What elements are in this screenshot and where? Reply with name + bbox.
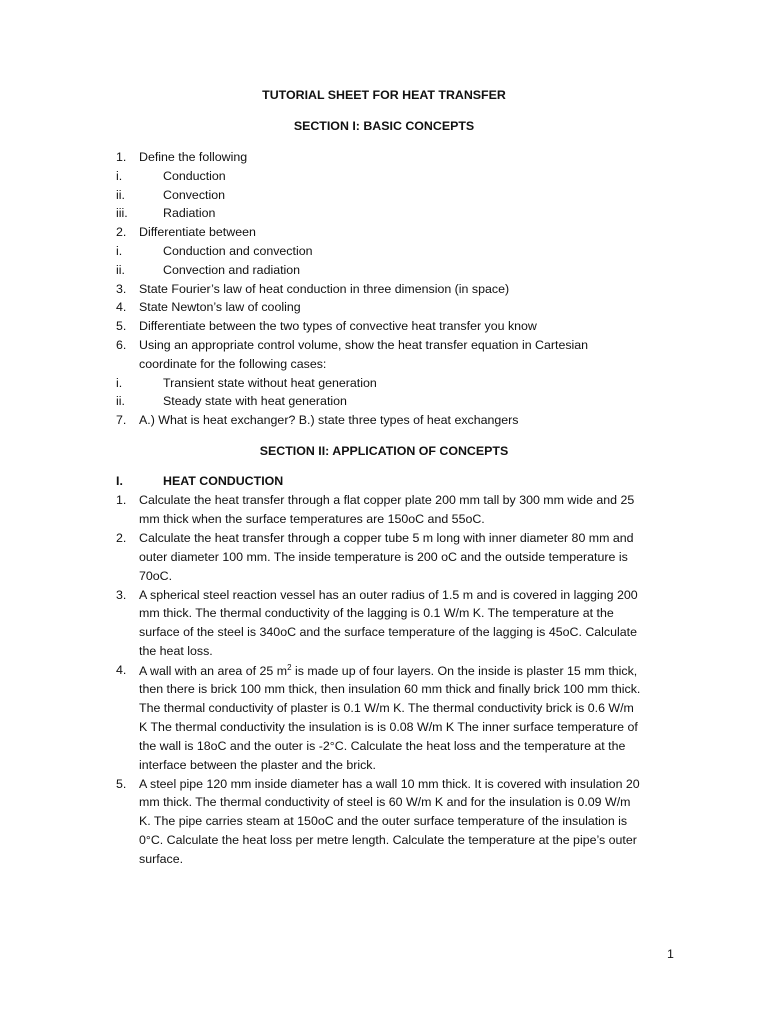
document-title: TUTORIAL SHEET FOR HEAT TRANSFER	[262, 88, 506, 102]
item-text-part: the wall is 18oC and the outer is -2°C. Calculate the heat loss and the temperature at the	[139, 738, 626, 753]
item-number: ii.	[116, 187, 125, 202]
item-text-part: Steady state with heat generation	[163, 394, 347, 409]
item-text-part: outer diameter 100 mm. The inside temperature is 200 oC and the outside temperature is	[139, 549, 628, 564]
item-text-part: mm thick when the surface temperatures are 150oC and 55oC.	[139, 511, 485, 526]
list-item	[0, 357, 768, 376]
item-text	[139, 357, 326, 371]
list-item	[0, 569, 768, 588]
item-text-part: Convection	[163, 187, 225, 202]
item-number: 6.	[116, 338, 127, 352]
list-item	[0, 512, 768, 531]
item-text	[139, 150, 247, 164]
item-number: 2.	[116, 225, 127, 240]
list-item	[0, 644, 768, 663]
item-text-part: coordinate for the following cases:	[139, 356, 327, 371]
item-number: 4.	[116, 300, 127, 315]
item-text-part: then there is brick 100 mm thick, then insulation 60 mm thick and finally brick 100 mm thick.	[139, 682, 641, 696]
item-number: 7.	[116, 413, 127, 428]
item-text	[139, 282, 509, 296]
item-text	[163, 244, 312, 258]
item-text-part: surface of the steel is 340oC and the surface temperature of the lagging is 45oC. Calculate	[139, 625, 637, 640]
item-text-part: K The thermal conductivity the insulation is is 0.08 W/m K The inner surface temperature of	[139, 719, 638, 734]
item-text	[163, 263, 300, 277]
item-number: 1.	[116, 493, 127, 507]
item-number: 2.	[116, 530, 127, 545]
item-text-part: Convection and radiation	[163, 262, 301, 277]
item-text	[163, 376, 377, 390]
item-text	[139, 758, 376, 772]
list-item	[0, 376, 768, 395]
heat-conduction-heading	[0, 474, 768, 493]
item-text	[139, 852, 183, 866]
list-item	[0, 282, 768, 301]
item-text	[163, 206, 215, 220]
list-item	[0, 720, 768, 739]
list-item	[0, 606, 768, 625]
item-text-part: Calculate the heat transfer through a flat copper plate 200 mm tall by 300 mm wide and 25	[139, 493, 635, 507]
item-text-part: Calculate the heat transfer through a copper tube 5 m long with inner diameter 80 mm and	[139, 530, 634, 545]
item-text	[139, 606, 614, 620]
item-text	[139, 682, 640, 696]
item-text	[163, 169, 226, 183]
list-item	[0, 833, 768, 852]
item-number: iii.	[116, 206, 128, 221]
superscript: 2	[287, 663, 292, 673]
item-text	[139, 720, 638, 734]
item-text	[139, 777, 640, 791]
item-number: i.	[116, 168, 123, 183]
item-number: 1.	[116, 150, 127, 164]
list-item	[0, 188, 768, 207]
item-text	[139, 550, 628, 564]
page-number: 1	[667, 947, 674, 961]
item-text-part: Define the following	[139, 150, 248, 164]
item-text-part: A.) What is heat exchanger? B.) state three types of heat exchangers	[139, 413, 519, 428]
list-item	[0, 300, 768, 319]
list-item	[0, 739, 768, 758]
list-item	[0, 413, 768, 432]
list-item	[0, 493, 768, 512]
list-item	[0, 225, 768, 244]
item-text	[163, 188, 225, 202]
heading-text: HEAT CONDUCTION	[163, 474, 284, 488]
item-text-part: Differentiate between the two types of convective heat transfer you know	[139, 319, 537, 334]
list-item	[0, 263, 768, 282]
item-text	[139, 319, 537, 333]
item-text	[139, 739, 625, 753]
item-number: 5.	[116, 776, 127, 791]
item-text	[139, 531, 634, 545]
list-item	[0, 625, 768, 644]
list-item	[0, 852, 768, 871]
list-item	[0, 550, 768, 569]
list-item	[0, 531, 768, 550]
item-number: ii.	[116, 394, 125, 409]
item-number: 5.	[116, 319, 127, 334]
item-text-part: Using an appropriate control volume, show the heat transfer equation in Cartesian	[139, 338, 589, 352]
item-text	[139, 300, 301, 314]
item-text-part: A spherical steel reaction vessel has an outer radius of 1.5 m and is covered in lagging 200	[139, 587, 638, 602]
item-text-part: Transient state without heat generation	[163, 375, 377, 390]
item-number: i.	[116, 375, 123, 390]
list-item	[0, 795, 768, 814]
item-text	[139, 795, 630, 809]
item-number: 3.	[116, 281, 127, 296]
item-text-part: interface between the plaster and the brick.	[139, 757, 376, 772]
item-text	[139, 644, 213, 658]
item-text	[139, 569, 172, 583]
item-text-part: Radiation	[163, 206, 216, 221]
list-item	[0, 682, 768, 701]
list-item	[0, 206, 768, 225]
item-text	[139, 833, 637, 847]
item-text-part: surface.	[139, 852, 184, 867]
list-item	[0, 701, 768, 720]
list-item	[0, 338, 768, 357]
list-item	[0, 814, 768, 833]
item-text	[139, 814, 627, 828]
section-2-title: SECTION II: APPLICATION OF CONCEPTS	[259, 444, 509, 458]
item-text	[139, 413, 519, 427]
item-text-part: K. The pipe carries steam at 150oC and the outer surface temperature of the insulation is	[139, 814, 628, 829]
list-item	[0, 588, 768, 607]
list-item	[0, 244, 768, 263]
item-text-part: mm thick. The thermal conductivity of the lagging is 0.1 W/m K. The temperature at the	[139, 606, 614, 621]
item-text-part: 0°C. Calculate the heat loss per metre length. Calculate the temperature at the pipe’s outer	[139, 833, 637, 848]
item-text-part: the heat loss.	[139, 644, 213, 659]
item-text	[139, 338, 588, 352]
item-number: i.	[116, 244, 123, 258]
item-text	[139, 663, 637, 678]
item-text	[139, 225, 256, 239]
item-text-part: Conduction	[163, 168, 226, 183]
item-text-part: The thermal conductivity of plaster is 0.1 W/m K. The thermal conductivity brick is 0.6 W/m	[139, 700, 634, 715]
section-1-title: SECTION I: BASIC CONCEPTS	[293, 119, 475, 133]
item-text-part: is made up of four layers. On the inside is plaster 15 mm thick,	[291, 664, 638, 679]
list-item	[0, 169, 768, 188]
item-text	[139, 625, 637, 639]
list-item	[0, 394, 768, 413]
list-item	[0, 150, 768, 169]
item-number: 3.	[116, 587, 127, 602]
list-item	[0, 758, 768, 777]
item-text	[139, 493, 634, 507]
item-text-part: State Newton’s law of cooling	[139, 300, 301, 315]
item-text-part: Differentiate between	[139, 225, 256, 240]
item-text-part: 70oC.	[139, 568, 173, 583]
list-item	[0, 319, 768, 338]
item-text-part: mm thick. The thermal conductivity of steel is 60 W/m K and for the insulation is 0.09 W/m	[139, 795, 631, 810]
item-text	[139, 512, 485, 526]
list-item	[0, 777, 768, 796]
item-text-part: State Fourier’s law of heat conduction in three dimension (in space)	[139, 281, 510, 296]
item-text	[139, 588, 638, 602]
item-number: 4.	[116, 663, 127, 678]
item-text	[163, 394, 347, 408]
item-text-part: A steel pipe 120 mm inside diameter has a wall 10 mm thick. It is covered with insulation 20	[139, 776, 640, 791]
item-text-part: Conduction and convection	[163, 244, 313, 258]
item-number: ii.	[116, 262, 125, 277]
heading-numeral: I.	[116, 474, 123, 488]
item-text-part: A wall with an area of 25 m	[139, 664, 288, 679]
item-text	[139, 701, 634, 715]
list-item	[0, 663, 768, 682]
